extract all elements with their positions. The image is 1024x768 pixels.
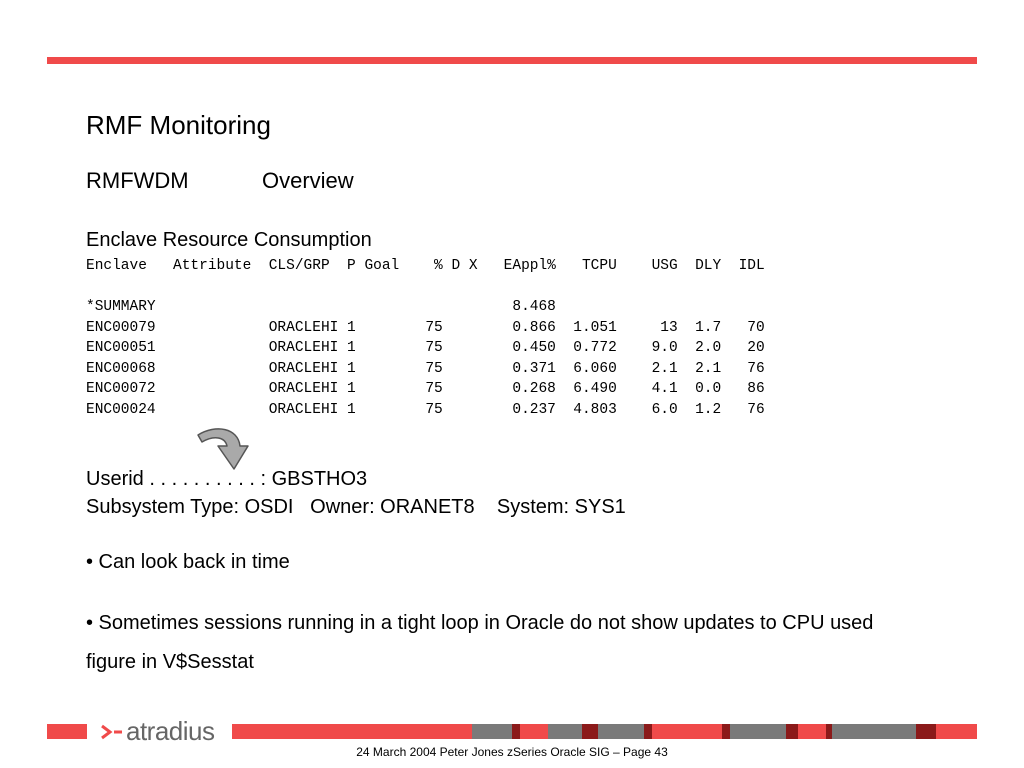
footer-bar-segment xyxy=(548,724,582,739)
footer-bar-segment xyxy=(798,724,826,739)
footer-bar-segment xyxy=(582,724,598,739)
top-accent-bar xyxy=(47,57,977,64)
footer-bar-segment xyxy=(520,724,548,739)
footer-bar-segment xyxy=(512,724,520,739)
subtitle-command: RMFWDM xyxy=(86,168,189,193)
footer-bar-segment xyxy=(936,724,977,739)
footer-bar-segment xyxy=(832,724,916,739)
subtitle-view: Overview xyxy=(262,168,354,193)
slide-subtitle xyxy=(86,168,354,194)
logo-wordmark: atradius xyxy=(126,716,215,746)
userid-line: Userid . . . . . . . . . . : GBSTHO3 xyxy=(86,468,368,490)
footer-bar-segment xyxy=(786,724,798,739)
subsystem-line: Subsystem Type: OSDI Owner: ORANET8 System: SYS1 xyxy=(86,496,626,518)
footer-bar-segment xyxy=(644,724,652,739)
footer-bar-segment xyxy=(472,724,512,739)
bullet-tight-loop: • Sometimes sessions running in a tight loop in Oracle do not show updates to CPU used figure in V$Sesstat xyxy=(86,612,874,673)
footer-bar-segment xyxy=(916,724,936,739)
slide-title: RMF Monitoring xyxy=(86,110,271,140)
footer-caption: 24 March 2004 Peter Jones zSeries Oracle SIG – Page 43 xyxy=(356,745,668,759)
footer-bar-segment xyxy=(232,724,472,739)
footer-bar-segment xyxy=(730,724,786,739)
footer-bar-segment xyxy=(652,724,722,739)
atradius-logo xyxy=(98,714,228,748)
bullet-look-back: • Can look back in time xyxy=(86,551,290,573)
enclave-table: Enclave Attribute CLS/GRP P Goal % D X EAppl% TCPU USG DLY IDL *SUMMARY 8.468 ENC00079 ORACLEHI 1 75 0.866 1.051 13 1.7 70 ENC00051 ORACLEHI 1 75 0.450 0.772 9.0 2.0 20 ENC00068 ORACLEHI 1 75 0.371 6.060 2.1 2.1 76 ENC00072 ORACLEHI 1 75 0.268 6.490 4.1 0.0 86 ENC00024 ORACLEHI 1 75 0.237 4.803 6.0 1.2 76 xyxy=(86,258,765,418)
logo-mark-icon xyxy=(98,718,126,746)
footer-bar-segment xyxy=(47,724,87,739)
section-heading: Enclave Resource Consumption xyxy=(86,229,372,251)
footer-bar-segment xyxy=(598,724,644,739)
curved-arrow-icon xyxy=(194,422,256,472)
footer-bar-segment xyxy=(722,724,730,739)
